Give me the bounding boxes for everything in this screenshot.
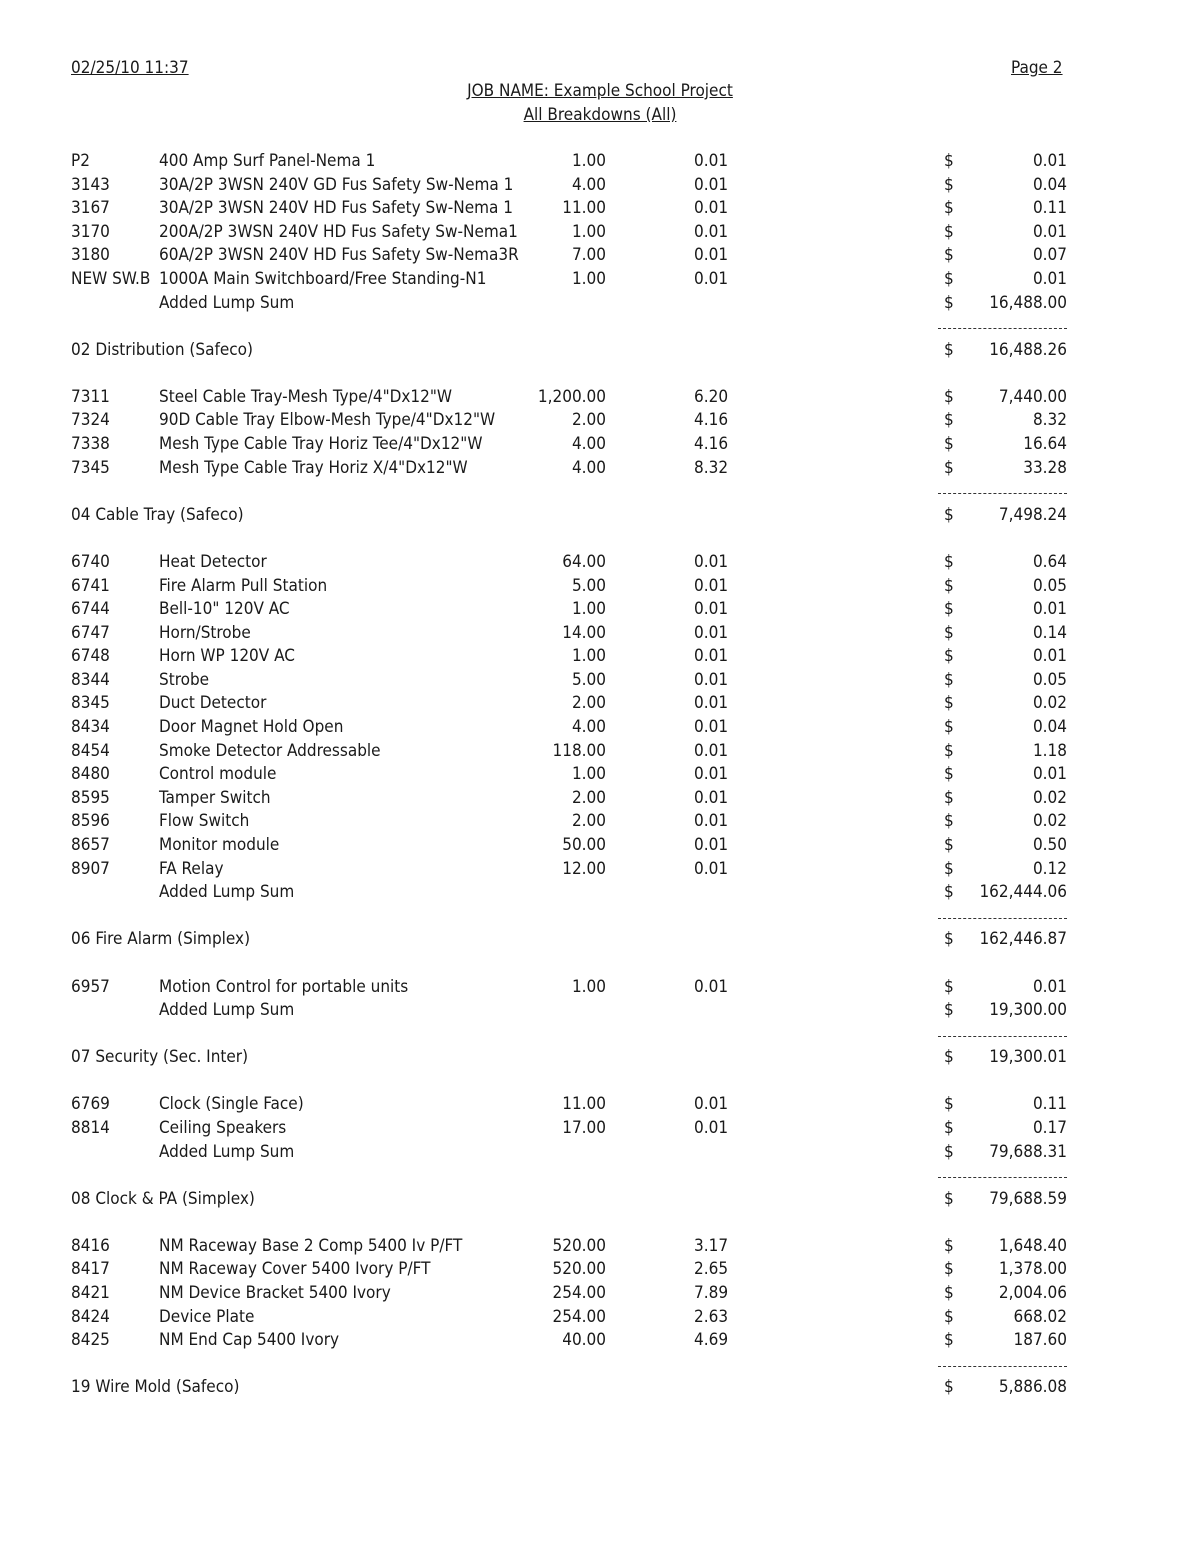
job-name-title: JOB NAME: Example School Project [467,81,733,101]
item-code: 8344 [71,669,110,690]
item-quantity: 64.00 [562,551,606,572]
item-rate: 0.01 [694,740,729,761]
item-quantity: 50.00 [562,835,606,856]
item-amount: 0.01 [1032,976,1067,997]
currency-symbol: $ [944,1117,954,1138]
item-amount: 0.02 [1032,811,1067,832]
item-quantity: 4.00 [571,717,606,738]
subtotal-divider [0,1164,1200,1188]
item-rate: 0.01 [694,646,729,667]
item-rate: 0.01 [694,1117,729,1138]
item-amount: 33.28 [1023,457,1067,478]
currency-symbol: $ [944,1330,954,1351]
currency-symbol: $ [944,504,954,525]
table-row [0,386,1200,410]
item-description: Bell-10" 120V AC [159,599,290,620]
cost-breakdown-table [0,150,1200,1424]
currency-symbol: $ [944,811,954,832]
item-rate: 8.32 [694,457,729,478]
table-row [0,1306,1200,1330]
table-row [0,787,1200,811]
item-description: Mesh Type Cable Tray Horiz Tee/4"Dx12"W [159,434,483,455]
item-code: 8416 [71,1235,110,1256]
item-description: Ceiling Speakers [159,1117,287,1138]
item-code: 8814 [71,1117,110,1138]
item-quantity: 2.00 [571,410,606,431]
item-quantity: 1.00 [571,646,606,667]
item-rate: 0.01 [694,575,729,596]
currency-symbol: $ [944,221,954,242]
item-code: 8454 [71,740,110,761]
currency-symbol: $ [944,410,954,431]
item-quantity: 1,200.00 [537,386,606,407]
table-row [0,575,1200,599]
item-quantity: 40.00 [562,1330,606,1351]
table-row [0,409,1200,433]
item-amount: 0.01 [1032,151,1067,171]
item-rate: 0.01 [694,693,729,714]
subtotal-divider [0,315,1200,339]
item-code: 7311 [71,386,110,407]
item-description: Flow Switch [159,811,250,832]
report-datetime: 02/25/10 11:37 [71,58,189,78]
table-row [0,976,1200,1000]
table-row [0,244,1200,268]
currency-symbol: $ [944,457,954,478]
item-code: 3143 [71,174,110,195]
table-row [0,551,1200,575]
item-quantity: 11.00 [562,1094,606,1115]
item-code: 8434 [71,717,110,738]
breakdown-section [0,1235,1200,1400]
item-description: Added Lump Sum [159,1141,295,1162]
section-total-label: 08 Clock & PA (Simplex) [71,1188,255,1209]
item-amount: 0.02 [1032,787,1067,808]
item-rate: 6.20 [694,386,729,407]
table-row [0,645,1200,669]
item-code: 6957 [71,976,110,997]
currency-symbol: $ [944,1047,954,1068]
item-amount: 187.60 [1013,1330,1067,1351]
item-amount: 79,688.31 [989,1141,1067,1162]
item-description: NM Raceway Cover 5400 Ivory P/FT [159,1259,431,1280]
item-quantity: 1.00 [571,976,606,997]
item-code: 8424 [71,1306,110,1327]
item-code: 7338 [71,434,110,455]
item-rate: 7.89 [694,1283,729,1304]
currency-symbol: $ [944,976,954,997]
item-code: 3167 [71,198,110,219]
item-amount: 0.02 [1032,693,1067,714]
item-amount: 8.32 [1032,410,1067,431]
breakdown-section [0,551,1200,952]
item-rate: 0.01 [694,174,729,195]
item-description: Duct Detector [159,693,267,714]
currency-symbol: $ [944,882,954,903]
section-total-row [0,504,1200,528]
item-description: 400 Amp Surf Panel-Nema 1 [159,151,376,171]
currency-symbol: $ [944,434,954,455]
currency-symbol: $ [944,787,954,808]
currency-symbol: $ [944,740,954,761]
item-code: NEW SW.B [71,268,151,289]
section-total-label: 07 Security (Sec. Inter) [71,1047,249,1068]
item-code: 3180 [71,245,110,266]
item-description: Door Magnet Hold Open [159,717,344,738]
item-amount: 16,488.00 [989,292,1067,313]
item-code: 8595 [71,787,110,808]
item-code: P2 [71,151,90,171]
item-quantity: 254.00 [552,1306,606,1327]
item-code: 6744 [71,599,110,620]
table-row [0,622,1200,646]
item-code: 8425 [71,1330,110,1351]
item-quantity: 17.00 [562,1117,606,1138]
currency-symbol: $ [944,646,954,667]
currency-symbol: $ [944,339,954,360]
item-code: 6748 [71,646,110,667]
item-rate: 4.16 [694,410,729,431]
currency-symbol: $ [944,1188,954,1209]
currency-symbol: $ [944,622,954,643]
item-code: 6740 [71,551,110,572]
section-total-amount: 19,300.01 [989,1047,1067,1068]
section-total-label: 04 Cable Tray (Safeco) [71,504,244,525]
item-description: 1000A Main Switchboard/Free Standing-N1 [159,268,487,289]
table-row [0,810,1200,834]
item-description: Monitor module [159,835,280,856]
item-description: Horn WP 120V AC [159,646,295,667]
breakdown-section [0,150,1200,362]
currency-symbol: $ [944,292,954,313]
item-code: 6769 [71,1094,110,1115]
currency-symbol: $ [944,764,954,785]
item-rate: 0.01 [694,221,729,242]
table-row [0,1235,1200,1259]
currency-symbol: $ [944,575,954,596]
item-rate: 0.01 [694,622,729,643]
item-rate: 3.17 [694,1235,729,1256]
item-description: Heat Detector [159,551,267,572]
item-rate: 0.01 [694,764,729,785]
item-description: NM Device Bracket 5400 Ivory [159,1283,391,1304]
currency-symbol: $ [944,858,954,879]
breakdown-section [0,386,1200,528]
item-quantity: 118.00 [552,740,606,761]
item-amount: 0.07 [1032,245,1067,266]
table-row [0,268,1200,292]
item-code: 8345 [71,693,110,714]
item-description: 30A/2P 3WSN 240V HD Fus Safety Sw-Nema 1 [159,198,513,219]
table-row [0,669,1200,693]
item-rate: 0.01 [694,245,729,266]
item-amount: 668.02 [1013,1306,1067,1327]
item-rate: 0.01 [694,976,729,997]
breakdown-section [0,1093,1200,1211]
item-code: 7324 [71,410,110,431]
item-rate: 2.63 [694,1306,729,1327]
table-row [0,1258,1200,1282]
table-row [0,457,1200,481]
item-amount: 0.04 [1032,717,1067,738]
table-row [0,1117,1200,1141]
item-amount: 0.14 [1032,622,1067,643]
item-code: 8421 [71,1283,110,1304]
subtotal-divider [0,1023,1200,1047]
item-description: 200A/2P 3WSN 240V HD Fus Safety Sw-Nema1 [159,221,518,242]
item-code: 8480 [71,764,110,785]
table-row [0,433,1200,457]
item-rate: 0.01 [694,1094,729,1115]
item-quantity: 14.00 [562,622,606,643]
breakdown-section [0,976,1200,1070]
item-description: Motion Control for portable units [159,976,409,997]
item-rate: 0.01 [694,551,729,572]
item-description: 30A/2P 3WSN 240V GD Fus Safety Sw-Nema 1 [159,174,514,195]
item-description: Steel Cable Tray-Mesh Type/4"Dx12"W [159,386,453,407]
table-row [0,174,1200,198]
item-quantity: 2.00 [571,787,606,808]
item-amount: 1,648.40 [998,1235,1067,1256]
item-quantity: 4.00 [571,434,606,455]
item-description: Device Plate [159,1306,255,1327]
table-row [0,881,1200,905]
section-total-row [0,928,1200,952]
item-code: 7345 [71,457,110,478]
item-amount: 0.05 [1032,575,1067,596]
section-total-label: 02 Distribution (Safeco) [71,339,253,360]
item-quantity: 520.00 [552,1259,606,1280]
item-description: FA Relay [159,858,224,879]
item-code: 8417 [71,1259,110,1280]
section-total-amount: 162,446.87 [979,929,1067,950]
subtotal-divider [0,905,1200,929]
item-quantity: 1.00 [571,764,606,785]
item-description: Smoke Detector Addressable [159,740,381,761]
item-rate: 0.01 [694,717,729,738]
currency-symbol: $ [944,198,954,219]
table-row [0,197,1200,221]
item-description: Clock (Single Face) [159,1094,304,1115]
item-quantity: 5.00 [571,575,606,596]
currency-symbol: $ [944,151,954,171]
currency-symbol: $ [944,599,954,620]
currency-symbol: $ [944,1259,954,1280]
item-rate: 0.01 [694,151,729,171]
item-quantity: 2.00 [571,693,606,714]
item-amount: 16.64 [1023,434,1067,455]
item-rate: 0.01 [694,811,729,832]
item-code: 3170 [71,221,110,242]
section-total-amount: 5,886.08 [998,1377,1067,1398]
item-description: Strobe [159,669,210,690]
item-amount: 0.17 [1032,1117,1067,1138]
item-description: 90D Cable Tray Elbow-Mesh Type/4"Dx12"W [159,410,496,431]
currency-symbol: $ [944,835,954,856]
section-total-row [0,1046,1200,1070]
item-description: Horn/Strobe [159,622,251,643]
item-rate: 0.01 [694,198,729,219]
section-total-amount: 7,498.24 [998,504,1067,525]
item-code: 6741 [71,575,110,596]
currency-symbol: $ [944,245,954,266]
item-code: 8907 [71,858,110,879]
item-quantity: 1.00 [571,221,606,242]
currency-symbol: $ [944,1377,954,1398]
currency-symbol: $ [944,717,954,738]
item-code: 6747 [71,622,110,643]
currency-symbol: $ [944,1000,954,1021]
currency-symbol: $ [944,268,954,289]
subtotal-divider [0,480,1200,504]
item-quantity: 11.00 [562,198,606,219]
item-description: Added Lump Sum [159,882,295,903]
table-row [0,716,1200,740]
item-rate: 0.01 [694,787,729,808]
item-quantity: 2.00 [571,811,606,832]
currency-symbol: $ [944,1235,954,1256]
currency-symbol: $ [944,1283,954,1304]
item-rate: 4.16 [694,434,729,455]
table-row [0,1093,1200,1117]
section-total-row [0,1188,1200,1212]
table-row [0,763,1200,787]
item-amount: 0.01 [1032,221,1067,242]
section-total-label: 19 Wire Mold (Safeco) [71,1377,240,1398]
item-description: 60A/2P 3WSN 240V HD Fus Safety Sw-Nema3R [159,245,519,266]
table-row [0,1141,1200,1165]
item-code: 8657 [71,835,110,856]
item-rate: 0.01 [694,268,729,289]
item-quantity: 520.00 [552,1235,606,1256]
item-amount: 1,378.00 [998,1259,1067,1280]
currency-symbol: $ [944,386,954,407]
currency-symbol: $ [944,174,954,195]
breakdowns-subtitle: All Breakdowns (All) [523,105,677,125]
item-quantity: 4.00 [571,174,606,195]
item-description: Mesh Type Cable Tray Horiz X/4"Dx12"W [159,457,468,478]
item-amount: 0.64 [1032,551,1067,572]
table-row [0,292,1200,316]
currency-symbol: $ [944,669,954,690]
item-quantity: 12.00 [562,858,606,879]
item-rate: 0.01 [694,858,729,879]
item-amount: 0.11 [1032,1094,1067,1115]
table-row [0,150,1200,174]
section-total-amount: 16,488.26 [989,339,1067,360]
item-description: Control module [159,764,277,785]
section-total-label: 06 Fire Alarm (Simplex) [71,929,251,950]
currency-symbol: $ [944,551,954,572]
item-description: Fire Alarm Pull Station [159,575,328,596]
item-quantity: 254.00 [552,1283,606,1304]
currency-symbol: $ [944,929,954,950]
table-row [0,692,1200,716]
item-quantity: 4.00 [571,457,606,478]
section-total-row [0,1376,1200,1400]
item-description: NM End Cap 5400 Ivory [159,1330,340,1351]
item-description: Added Lump Sum [159,1000,295,1021]
item-amount: 1.18 [1032,740,1067,761]
item-amount: 0.11 [1032,198,1067,219]
item-amount: 0.12 [1032,858,1067,879]
table-row [0,221,1200,245]
page-number: Page 2 [1011,58,1063,78]
currency-symbol: $ [944,693,954,714]
item-description: Added Lump Sum [159,292,295,313]
section-total-amount: 79,688.59 [989,1188,1067,1209]
item-quantity: 7.00 [571,245,606,266]
currency-symbol: $ [944,1306,954,1327]
item-quantity: 5.00 [571,669,606,690]
item-amount: 0.01 [1032,764,1067,785]
item-rate: 0.01 [694,835,729,856]
currency-symbol: $ [944,1141,954,1162]
table-row [0,1329,1200,1353]
item-code: 8596 [71,811,110,832]
item-amount: 0.01 [1032,599,1067,620]
item-amount: 19,300.00 [989,1000,1067,1021]
item-rate: 4.69 [694,1330,729,1351]
item-quantity: 1.00 [571,151,606,171]
item-amount: 0.01 [1032,268,1067,289]
item-amount: 7,440.00 [998,386,1067,407]
item-amount: 162,444.06 [979,882,1067,903]
item-description: NM Raceway Base 2 Comp 5400 Iv P/FT [159,1235,463,1256]
item-amount: 0.05 [1032,669,1067,690]
item-quantity: 1.00 [571,268,606,289]
table-row [0,598,1200,622]
item-amount: 0.50 [1032,835,1067,856]
item-rate: 0.01 [694,669,729,690]
item-quantity: 1.00 [571,599,606,620]
currency-symbol: $ [944,1094,954,1115]
table-row [0,740,1200,764]
section-total-row [0,339,1200,363]
subtotal-divider [0,1353,1200,1377]
table-row [0,1282,1200,1306]
item-amount: 2,004.06 [998,1283,1067,1304]
item-description: Tamper Switch [159,787,271,808]
table-row [0,834,1200,858]
table-row [0,999,1200,1023]
item-rate: 2.65 [694,1259,729,1280]
item-amount: 0.04 [1032,174,1067,195]
item-rate: 0.01 [694,599,729,620]
table-row [0,858,1200,882]
item-amount: 0.01 [1032,646,1067,667]
